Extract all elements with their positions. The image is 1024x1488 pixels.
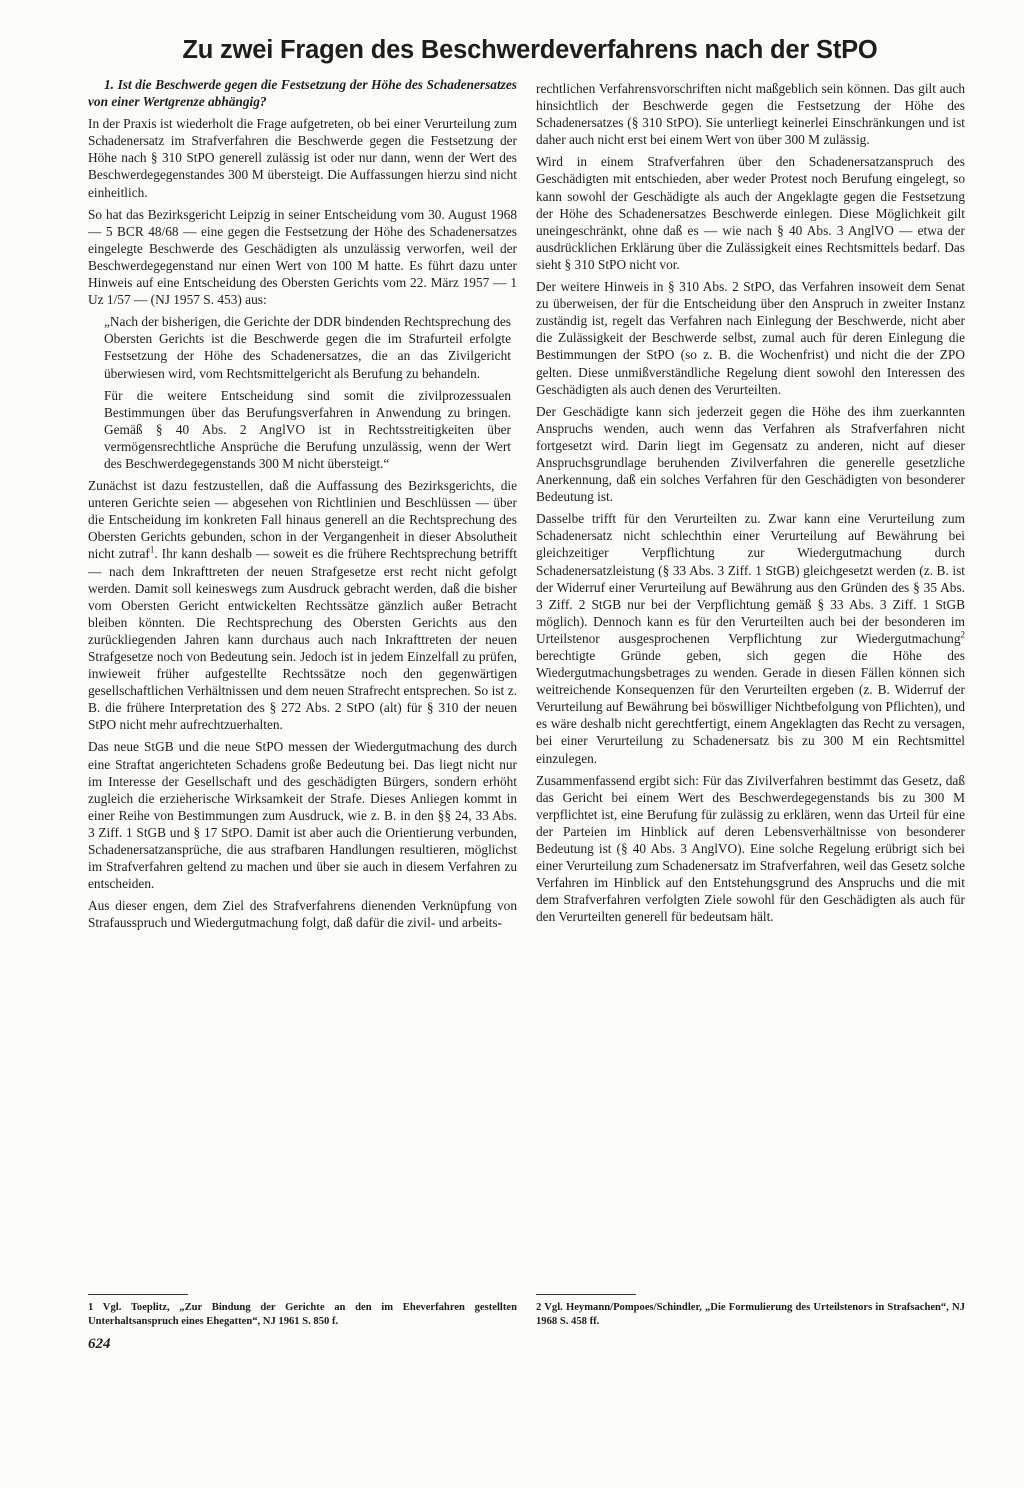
paragraph: [536, 510, 965, 766]
page-number: 624: [88, 1336, 111, 1352]
footnote-divider: [536, 1294, 636, 1295]
paragraph: Aus dieser engen, dem Ziel des Strafverfahrens dienenden Verknüpfung von Strafausspruch und Wiedergutmachung folgt, daß dafür die zivil- und arbeits-: [88, 898, 517, 931]
quote-paragraph: Für die weitere Entscheidung sind somit die zivilprozessualen Bestimmungen über das Berufungsverfahren in Anwendung zu bringen. Gemäß § 40 Abs. 2 AnglVO ist in Rechtsstreitigkeiten über vermögensrechtliche Ansprüche die Berufung unzulässig, wenn der Wert des Beschwerdegegenstands 300 M nicht übersteigt.“: [104, 387, 511, 471]
paragraph: Das neue StGB und die neue StPO messen der Wiedergutmachung des durch eine Straftat angerichteten Schadens große Bedeutung bei. Das liegt nicht nur im Interesse der Gesellschaft und des geschädigten Bürgers, sondern erhöht zugleich die erzieherische Wirksamkeit der Strafe. Dieses Anliegen kommt in einer Reihe von Bestimmungen zum Ausdruck, wie z. B. in den §§ 24, 33 Abs. 3 Ziff. 1 StGB und § 17 StPO. Damit ist aber auch die Orientierung verbunden, Schadenersatzansprüche, die aus strafbaren Handlungen resultieren, möglichst im Strafverfahren geltend zu machen und über sie auch in diesem Verfahren zu entscheiden.: [88, 739, 517, 892]
footnote-2: 2 Vgl. Heymann/Pompoes/Schindler, „Die Formulierung des Urteilstenors in Strafsachen“, NJ 1968 S. 458 ff.: [536, 1302, 965, 1327]
paragraph-text: Dasselbe trifft für den Verurteilten zu. Zwar kann eine Verurteilung zum Schadenersatz nicht schlechthin einer Verurteilung auf Bewährung bei gleichzeitiger Verpflichtung zur Wiedergutmachung durch Schadenersatzleistung (§ 33 Abs. 3 Ziff. 1 StGB) gleichgesetzt werden (z. B. ist der Widerruf einer Verurteilung auf Bewährung aus den Gründen des § 35 Abs. 3 Ziff. 2 StGB nur bei der Verpflichtung gemäß § 33 Abs. 3 Ziff. 1 StGB möglich). Dennoch kann es für den Verurteilten auch bei der besonderen im Urteilstenor ausgesprochenen Verpflichtung zur Wiedergutmachung: [536, 511, 965, 646]
left-column: [88, 76, 517, 937]
paragraph: Wird in einem Strafverfahren über den Schadenersatzanspruch des Geschädigten mit entschieden, aber weder Protest noch Berufung eingelegt, so kann sowohl der Geschädigte als auch der Angeklagte gegen die Festsetzung der Höhe des Schadenersatzes Beschwerde einlegen. Diese Möglichkeit gilt uneingeschränkt, ohne daß es — wie nach § 40 Abs. 3 AnglVO — etwa der ausdrücklichen Erklärung über die Zulässigkeit eines Rechtsmittels bedarf. Das sieht § 310 StPO nicht vor.: [536, 154, 965, 272]
paragraph: Der Geschädigte kann sich jederzeit gegen die Höhe des ihm zuerkannten Anspruchs wenden, auch wenn das Verfahren als Strafverfahren nicht fortgesetzt wird. Darin liegt im Gegensatz zu anderen, nicht auf dieser Anspruchsgrundlage beruhenden Zivilverfahren die generelle gesetzliche Anerkennung, daß ein solches Verfahren für den Geschädigten von besonderer Bedeutung ist.: [536, 403, 965, 505]
footnote-divider: [88, 1294, 188, 1295]
question-heading: 1. Ist die Beschwerde gegen die Festsetzung der Höhe des Schadenersatzes von einer Wertgrenze abhängig?: [88, 77, 517, 110]
footnote-1: 1 Vgl. Toeplitz, „Zur Bindung der Gerichte an den im Eheverfahren gestellten Unterhaltsanspruch eines Ehegatten“, NJ 1961 S. 850 f.: [88, 1302, 517, 1327]
paragraph-text: . Ihr kann deshalb — soweit es die frühere Rechtsprechung betrifft — nach dem Inkrafttreten der neuen Strafgesetze erst recht nicht gefolgt werden. Damit soll keineswegs zum Ausdruck gebracht werden, daß die bisher vom Obersten Gericht entwickelten Rechtssätze gänzlich außer Betracht bleiben könnten. Die Rechtsprechung des Obersten Gerichts aus den zurückliegenden Jahren kann durchaus auch nach Inkrafttreten der neuen Strafgesetze noch von Bedeutung sein. Jedoch ist in jedem Einzelfall zu prüfen, inwieweit früher aufgestellte Rechtssätze noch den gegenwärtigen gesellschaftlichen Verhältnissen und dem neuen Strafrecht entsprechen. So ist z. B. die frühere Interpretation des § 272 Abs. 2 StPO (alt) für § 310 der neuen StPO nicht mehr aufrechtzuerhalten.: [88, 546, 517, 733]
paragraph: Zusammenfassend ergibt sich: Für das Zivilverfahren bestimmt das Gesetz, daß das Gericht bei einem Wert des Beschwerdegegenstands bis zu 300 M verpflichtet ist, eine Berufung für zulässig zu erklären, wenn das Urteil für eine der Parteien im Hinblick auf deren Lebensverhältnisse von besonderer Bedeutung ist (§ 40 Abs. 3 AnglVO). Eine solche Regelung erübrigt sich bei einer Verurteilung zum Schadenersatz im Strafverfahren, weil das Gesetz solche Verfahren im Hinblick auf den Entstehungsgrund des Anspruchs und die mit dem Strafverfahren verfolgten Ziele sowohl für den Geschädigten als auch für den Verurteilten generell für bedeutsam hält.: [536, 772, 965, 925]
paragraph: So hat das Bezirksgericht Leipzig in seiner Entscheidung vom 30. August 1968 — 5 BCR 48/68 — eine gegen die Festsetzung der Höhe des Schadenersatzes eingelegte Beschwerde des Geschädigten als unzulässig verworfen, weil der Beschwerdegegenstand nur einen Wert von 100 M hatte. Es führt dazu unter Hinweis auf eine Entscheidung des Obersten Gerichts vom 22. März 1957 — 1 Uz 1/57 — (NJ 1957 S. 453) aus:: [88, 206, 517, 308]
paragraph: In der Praxis ist wiederholt die Frage aufgetreten, ob bei einer Verurteilung zum Schadenersatz im Strafverfahren die Beschwerde gegen die Festsetzung der Höhe nach § 310 StPO generell zulässig ist oder nur dann, wenn der Wert des Beschwerdegegenstandes 300 M übersteigt. Die Auffassungen hierzu sind nicht einheitlich.: [88, 116, 517, 200]
paragraph-text: berechtigte Gründe geben, sich gegen die Höhe des Wiedergutmachungsbetrages zu wenden. Gerade in diesen Fällen können sich weitreichende Konsequenzen für den Verurteilten ergeben (z. B. Widerruf der Verurteilung auf Bewährung bei böswilliger Nichtbefolgung von Pflichten), und es wäre deshalb nicht gerechtfertigt, einem Angeklagten das Recht zu versagen, bei einer Verurteilung zu Schadenersatz bis zu 300 M ein Rechtsmittel einzulegen.: [536, 648, 965, 766]
footnote-reference: 2: [960, 629, 965, 640]
paragraph: [88, 477, 517, 733]
quote-paragraph: „Nach der bisherigen, die Gerichte der DDR bindenden Rechtsprechung des Obersten Gerichts ist die Beschwerde gegen die im Strafurteil erfolgte Festsetzung der Höhe des Schadenersatzes, die an das Zivilgericht überwiesen wird, vom Rechtsmittelgericht als Berufung zu behandeln.: [104, 314, 511, 381]
right-column: [536, 80, 965, 931]
court-quotation: [88, 313, 517, 472]
paragraph: Der weitere Hinweis in § 310 Abs. 2 StPO, das Verfahren insoweit dem Senat zu überweisen, der für die Entscheidung über den Anspruch in zweiter Instanz zuständig ist, regelt das Verfahren nach Einlegung der Beschwerde, nicht aber die Zulässigkeit der Beschwerde selbst, zumal auch für deren Einlegung die Bestimmungen der StPO (so z. B. die Wochenfrist) und nicht die der ZPO gelten. Diese unmißverständliche Regelung dient sowohl den Interessen des Geschädigten als auch denen des Verurteilten.: [536, 279, 965, 397]
paragraph-text: Zunächst ist dazu festzustellen, daß die Auffassung des Bezirksgerichts, die unteren Gerichte seien — abgesehen von Richtlinien und Beschlüssen — über die Entscheidung im konkreten Fall hinaus generell an die Rechtsprechung des Obersten Gerichts gebunden, schon in der Vergangenheit in dieser Absolutheit nicht zutraf: [88, 478, 517, 562]
footnote-reference: 1: [149, 545, 155, 555]
paragraph: rechtlichen Verfahrensvorschriften nicht maßgeblich sein können. Das gilt auch hinsichtlich der Beschwerde gegen die Festsetzung der Höhe des Schadenersatzes (§ 310 StPO). Sie unterliegt keinerlei Einschränkungen und ist daher auch nicht erst bei einem Wert von über 300 M zulässig.: [536, 81, 965, 148]
article-title: Zu zwei Fragen des Beschwerdeverfahrens nach der StPO: [182, 36, 878, 64]
